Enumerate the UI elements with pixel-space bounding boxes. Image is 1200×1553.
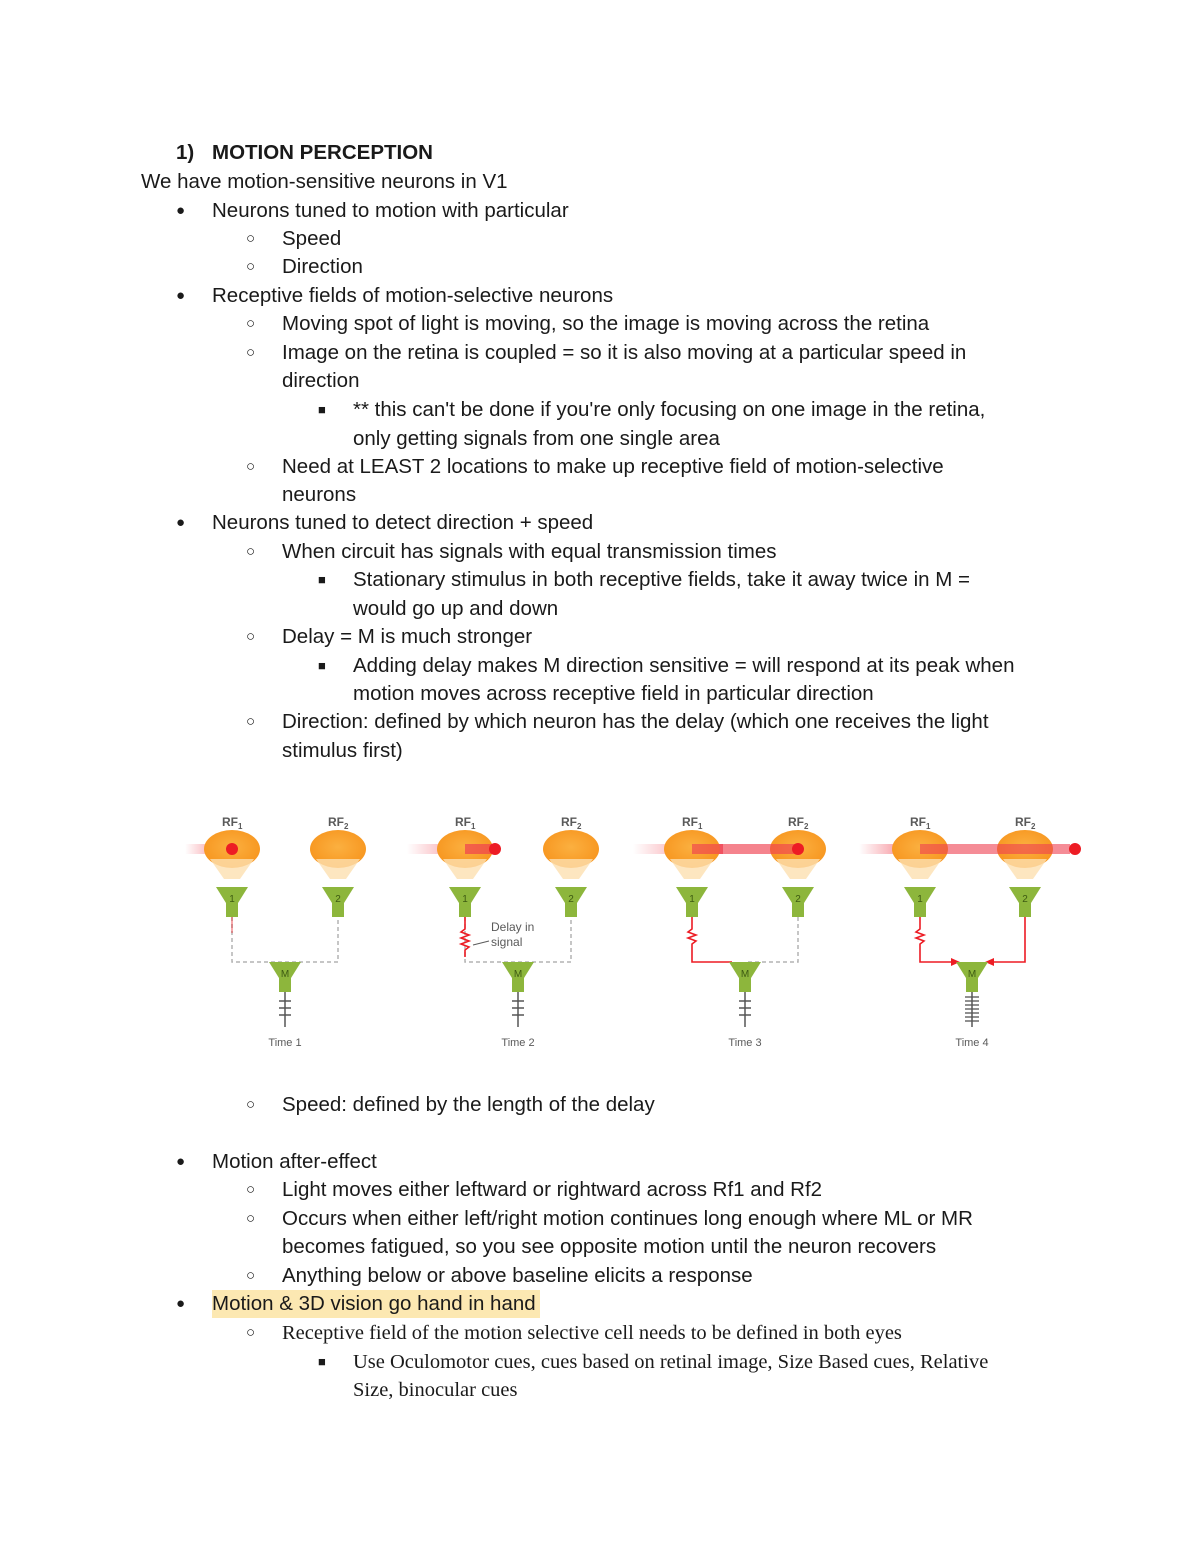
direct-signal: [992, 917, 1025, 962]
list-item: Light moves either leftward or rightward across Rf1 and Rf2: [282, 1178, 823, 1201]
list-item: Speed: [282, 227, 342, 250]
rf1-label: $RF_1$: [910, 815, 931, 831]
section-title: MOTION PERCEPTION: [212, 141, 433, 164]
bullet-disc: ●: [176, 1153, 186, 1170]
delay-coil: [461, 917, 469, 957]
list-item-continued: Size, binocular cues: [353, 1379, 518, 1401]
list-item-continued: becomes fatigued, so you see opposite motion until the neuron recovers: [282, 1235, 937, 1258]
receptive-field-2: [543, 830, 599, 879]
list-item: Image on the retina is coupled = so it is also moving at a particular speed in: [282, 341, 967, 364]
rf1-label: $RF_1$: [222, 815, 243, 831]
delayed-signal: [688, 917, 732, 962]
light-spot: [226, 843, 238, 855]
rf1-label: $RF_1$: [682, 815, 703, 831]
delay-label: Delay in: [491, 920, 535, 934]
bullet-circle: ○: [246, 1324, 256, 1341]
list-item: Direction: defined by which neuron has the delay (which one receives the light: [282, 710, 989, 733]
list-item-continued: motion moves across receptive field in particular direction: [353, 682, 874, 705]
list-item-continued: direction: [282, 369, 360, 392]
bullet-circle: ○: [246, 1096, 256, 1113]
diagram-panel-2: [407, 815, 599, 1049]
motion-detector-diagram: [185, 805, 1085, 1055]
rf2-label: $RF_2$: [1015, 815, 1036, 831]
list-item: Use Oculomotor cues, cues based on retinal image, Size Based cues, Relative: [353, 1351, 989, 1373]
bullet-square: ■: [318, 572, 326, 587]
list-item: When circuit has signals with equal transmission times: [282, 540, 777, 563]
receptive-field-2: [997, 830, 1053, 879]
bullet-circle: ○: [246, 1267, 256, 1284]
bullet-circle: ○: [246, 230, 256, 247]
bullet-disc: ●: [176, 287, 186, 304]
signal-wire: [745, 917, 798, 962]
list-item: Need at LEAST 2 locations to make up receptive field of motion-selective: [282, 455, 944, 478]
receptive-field-1: [892, 830, 948, 879]
bullet-circle: ○: [246, 344, 256, 361]
neuron-1-label: 1: [917, 894, 923, 905]
receptive-field-2: [310, 830, 366, 879]
bullet-circle: ○: [246, 315, 256, 332]
bullet-circle: ○: [246, 628, 256, 645]
light-spot: [1069, 843, 1081, 855]
list-item: Anything below or above baseline elicits a response: [282, 1264, 753, 1287]
highlighted-item: Motion & 3D vision go hand in hand: [212, 1290, 540, 1318]
rf1-label: $RF_1$: [455, 815, 476, 831]
bullet-disc: ●: [176, 202, 186, 219]
rf2-label: $RF_2$: [561, 815, 582, 831]
bullet-disc: ●: [176, 1295, 186, 1312]
intro-line: We have motion-sensitive neurons in V1: [141, 170, 508, 193]
neuron-1-label: 1: [462, 894, 468, 905]
bullet-square: ■: [318, 658, 326, 673]
neuron-m-label: M: [740, 969, 750, 980]
neuron-1-label: 1: [689, 894, 695, 905]
rf2-label: $RF_2$: [788, 815, 809, 831]
bullet-disc: ●: [176, 514, 186, 531]
list-item: Receptive field of the motion selective cell needs to be defined in both eyes: [282, 1322, 902, 1344]
time-label: Time 4: [955, 1037, 989, 1049]
list-item: Adding delay makes M direction sensitive = will respond at its peak when: [353, 654, 1015, 677]
list-item-continued: only getting signals from one single area: [353, 427, 720, 450]
receptive-field-1: [664, 830, 720, 879]
light-spot: [489, 843, 501, 855]
time-label: Time 3: [728, 1037, 762, 1049]
bullet-circle: ○: [246, 1181, 256, 1198]
bullet-square: ■: [318, 1354, 326, 1369]
bullet-circle: ○: [246, 1210, 256, 1227]
list-item: Delay = M is much stronger: [282, 625, 533, 648]
neuron-m-label: M: [513, 969, 523, 980]
neuron-1-label: 1: [229, 894, 235, 905]
list-item: Direction: [282, 255, 363, 278]
list-item: Moving spot of light is moving, so the image is moving across the retina: [282, 312, 930, 335]
time-label: Time 1: [268, 1037, 302, 1049]
list-item-continued: would go up and down: [353, 597, 559, 620]
bullet-circle: ○: [246, 543, 256, 560]
delayed-signal: [916, 917, 953, 962]
list-item: Neurons tuned to detect direction + speed: [212, 511, 594, 534]
list-item: ** this can't be done if you're only focusing on one image in the retina,: [353, 398, 986, 421]
neuron-m-label: M: [280, 969, 290, 980]
list-item: Stationary stimulus in both receptive fields, take it away twice in M =: [353, 568, 970, 591]
diagram-panel-3: [633, 815, 826, 1049]
light-spot: [792, 843, 804, 855]
list-item-continued: stimulus first): [282, 739, 403, 762]
list-item: Receptive fields of motion-selective neurons: [212, 284, 614, 307]
neuron-2-label: 2: [1022, 894, 1028, 905]
list-item: Speed: defined by the length of the delay: [282, 1093, 655, 1116]
list-item: Neurons tuned to motion with particular: [212, 199, 569, 222]
neuron-2-label: 2: [335, 894, 341, 905]
neuron-2-label: 2: [568, 894, 574, 905]
receptive-field-1: [437, 830, 493, 879]
signal-wire: [232, 917, 338, 962]
list-item-continued: neurons: [282, 483, 357, 506]
delay-label: signal: [491, 935, 523, 949]
neuron-2-label: 2: [795, 894, 801, 905]
list-item: Motion after-effect: [212, 1150, 377, 1173]
heading-number: 1): [176, 141, 195, 164]
time-label: Time 2: [501, 1037, 535, 1049]
diagram-panel-4: [859, 815, 1081, 1049]
diagram-panel-1: [185, 815, 366, 1049]
neuron-m-label: M: [967, 969, 977, 980]
bullet-circle: ○: [246, 458, 256, 475]
rf2-label: $RF_2$: [328, 815, 349, 831]
bullet-square: ■: [318, 402, 326, 417]
list-item: Occurs when either left/right motion continues long enough where ML or MR: [282, 1207, 973, 1230]
bullet-circle: ○: [246, 258, 256, 275]
bullet-circle: ○: [246, 713, 256, 730]
